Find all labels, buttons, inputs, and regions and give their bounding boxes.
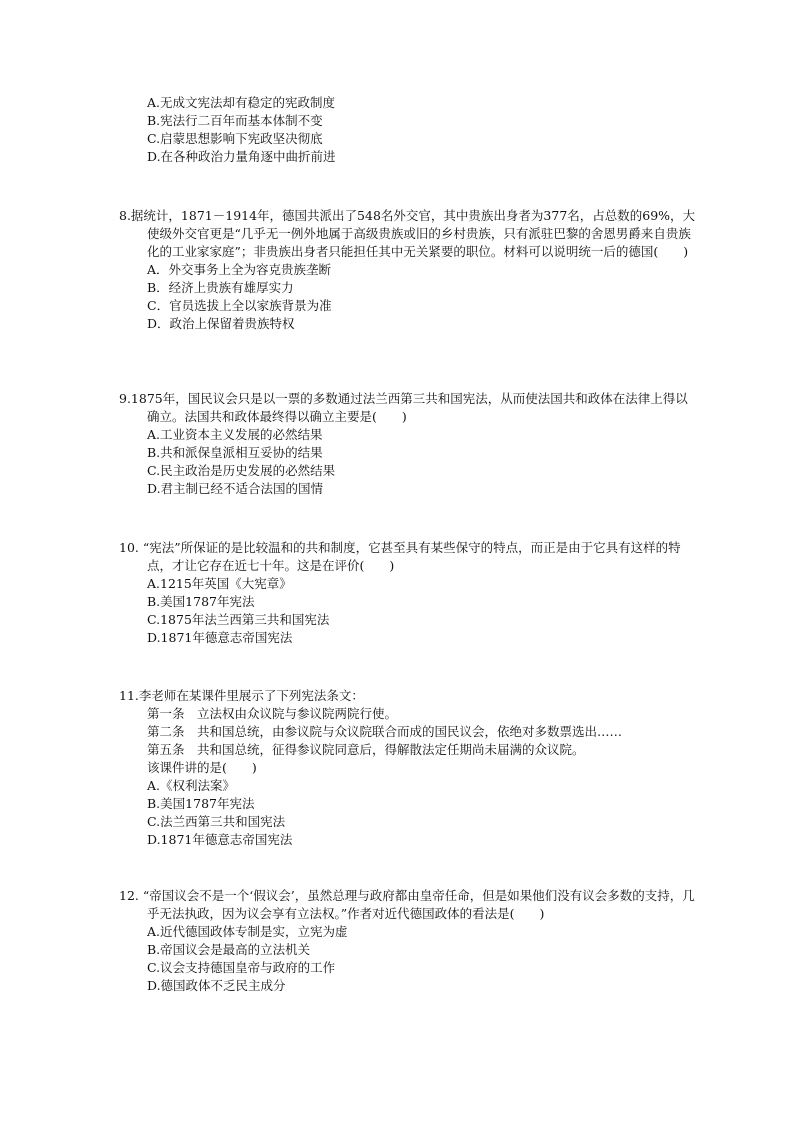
question-stem: 9.1875年，国民议会只是以一票的多数通过法兰西第三共和国宪法，从而使法国共和政体在法律上得以确立。法国共和政体最终得以确立主要是( ) [119, 391, 688, 424]
option-a: A.1215年英国《大宪章》 [147, 576, 292, 591]
option-d: D.1871年德意志帝国宪法 [147, 630, 293, 645]
question-12 [119, 887, 699, 995]
article-5: 第五条 共和国总统，征得参议院同意后，得解散法定任期尚未届满的众议院。 [147, 742, 585, 757]
question-prompt: 该课件讲的是( ) [147, 760, 257, 775]
option-b: B.帝国议会是最高的立法机关 [147, 942, 311, 957]
option-b: B.美国1787年宪法 [147, 796, 255, 811]
question-8 [119, 207, 699, 333]
option-d: D.德国政体不乏民主成分 [147, 978, 286, 993]
question-stem: 12. “帝国议会不是一个‘假议会’，虽然总理与政府都由皇帝任命，但是如果他们没有议会多数的支持，几乎无法执政，因为议会享有立法权。”作者对近代德国政体的看法是( ) [119, 888, 695, 921]
option-b: B.共和派保皇派相互妥协的结果 [147, 445, 323, 460]
question-10 [119, 539, 699, 647]
option-b: B.宪法行二百年而基本体制不变 [147, 113, 323, 128]
question-9 [119, 390, 699, 498]
question-11 [119, 687, 699, 849]
option-c: C.1875年法兰西第三共和国宪法 [147, 612, 330, 627]
option-b: B．经济上贵族有雄厚实力 [147, 280, 294, 295]
option-d: D.在各种政治力量角逐中曲折前进 [147, 149, 336, 164]
article-1: 第一条 立法权由众议院与参议院两院行使。 [147, 706, 398, 721]
question-stem: 11.李老师在某课件里展示了下列宪法条文： [119, 688, 364, 703]
option-b: B.美国1787年宪法 [147, 594, 255, 609]
question-stem: 10. “宪法”所保证的是比较温和的共和制度，它甚至具有某些保守的特点，而正是由于它具有这样的特点，才让它存在近七十年。这是在评价( ) [119, 540, 681, 573]
option-a: A.近代德国政体专制是实，立宪为虚 [147, 924, 348, 939]
option-c: C.民主政治是历史发展的必然结果 [147, 463, 336, 478]
option-a: A.无成文宪法却有稳定的宪政制度 [147, 95, 336, 110]
option-a: A.《权利法案》 [147, 778, 236, 793]
option-c: C.法兰西第三共和国宪法 [147, 814, 286, 829]
option-a: A．外交事务上全为容克贵族垄断 [147, 262, 332, 277]
question-stem: 8.据统计，1871－1914年，德国共派出了548名外交官，其中贵族出身者为377名，占总数的69%，大使级外交官更是“几乎无一例外地属于高级贵族或旧的乡村贵族，只有派驻巴黎的舍恩男爵来自贵族化的工业家家庭”；非贵族出身者只能担任其中无关紧要的职位。材料可以说明统一后的德国( ) [119, 208, 696, 259]
question-7 [119, 94, 699, 166]
option-c: C．官员选拔上全以家族背景为准 [147, 298, 332, 313]
option-d: D.君主制已经不适合法国的国情 [147, 481, 324, 496]
option-c: C.启蒙思想影响下宪政坚决彻底 [147, 131, 323, 146]
article-2: 第二条 共和国总统，由参议院与众议院联合而成的国民议会，依绝对多数票选出…… [147, 724, 623, 739]
option-a: A.工业资本主义发展的必然结果 [147, 427, 323, 442]
option-d: D．政治上保留着贵族特权 [147, 316, 295, 331]
option-c: C.议会支持德国皇帝与政府的工作 [147, 960, 336, 975]
option-d: D.1871年德意志帝国宪法 [147, 832, 293, 847]
